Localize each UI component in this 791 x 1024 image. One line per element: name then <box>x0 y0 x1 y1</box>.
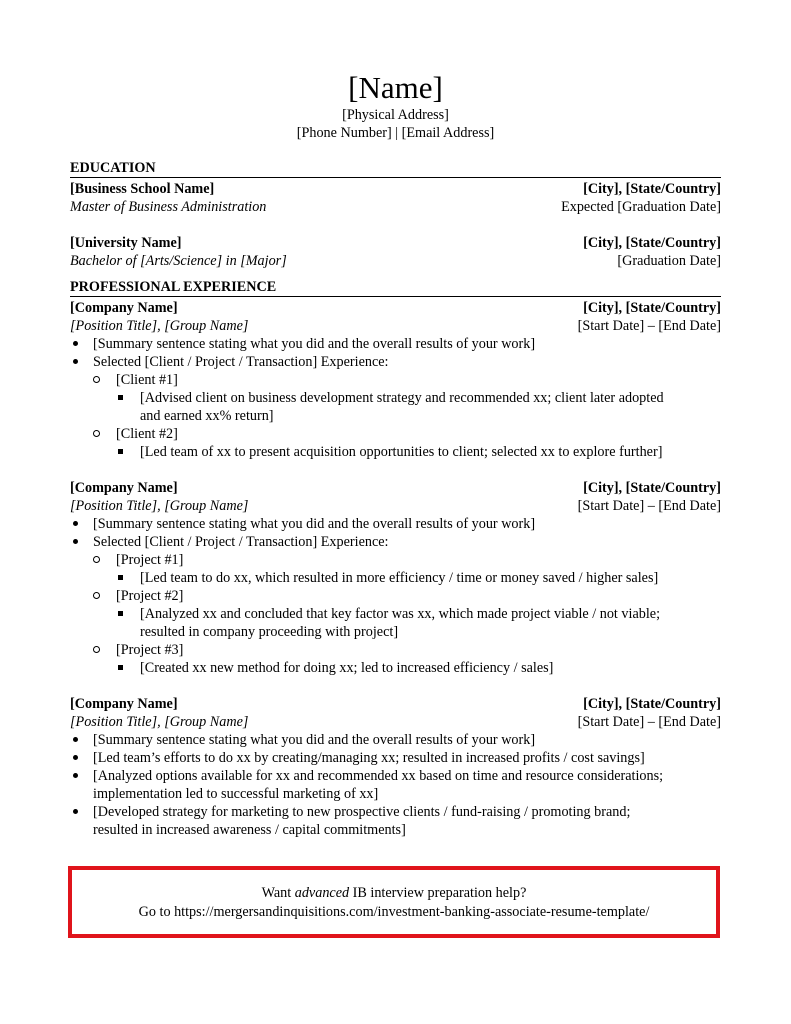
school-location: [City], [State/Country] <box>583 235 721 251</box>
bullet-item: [Summary sentence stating what you did and the overall results of your work] <box>70 731 721 749</box>
bullet-item: Selected [Client / Project / Transaction] Experience: <box>70 533 721 551</box>
bullet-item: [Developed strategy for marketing to new prospective clients / fund-raising / promoting brand; resulted in increased awareness / capital commitments] <box>70 803 721 839</box>
detail-bullet-item: [Led team of xx to present acquisition opportunities to client; selected xx to explore further] <box>70 443 721 461</box>
company-name: [Company Name] <box>70 300 178 316</box>
bullet-item: Selected [Client / Project / Transaction] Experience: <box>70 353 721 371</box>
graduation-date: [Graduation Date] <box>617 253 721 269</box>
school-location: [City], [State/Country] <box>583 181 721 197</box>
sub-bullet-item: [Project #3] <box>70 641 721 659</box>
job-dates: [Start Date] – [End Date] <box>577 318 721 334</box>
school-name: [Business School Name] <box>70 181 215 197</box>
promo-link[interactable]: Go to https://mergersandinquisitions.com/investment-banking-associate-resume-template/ <box>138 904 650 920</box>
experience-heading: PROFESSIONAL EXPERIENCE <box>70 279 721 297</box>
resume-header <box>0 70 791 142</box>
bullet-item: [Summary sentence stating what you did and the overall results of your work] <box>70 515 721 533</box>
degree: Master of Business Administration <box>70 199 267 215</box>
job-entry <box>70 479 721 677</box>
physical-address: [Physical Address] <box>342 107 449 123</box>
detail-bullet-item: [Analyzed xx and concluded that key factor was xx, which made project viable / not viable; resulted in company proceeding with project] <box>70 605 721 641</box>
candidate-name: [Name] <box>348 70 443 105</box>
school-name: [University Name] <box>70 235 182 251</box>
detail-bullet-item: [Created xx new method for doing xx; led to increased efficiency / sales] <box>70 659 721 677</box>
job-entry <box>70 299 721 461</box>
contact-line: [Phone Number] | [Email Address] <box>296 125 495 141</box>
company-location: [City], [State/Country] <box>583 480 721 496</box>
position-title: [Position Title], [Group Name] <box>70 318 249 334</box>
resume-body <box>70 160 721 839</box>
sub-bullet-item: [Client #2] <box>70 425 721 443</box>
sub-bullet-item: [Project #2] <box>70 587 721 605</box>
sub-bullet-item: [Project #1] <box>70 551 721 569</box>
bullet-item: [Summary sentence stating what you did and the overall results of your work] <box>70 335 721 353</box>
job-entry <box>70 695 721 839</box>
bullet-item: [Led team’s efforts to do xx by creating/managing xx; resulted in increased profits / cost savings] <box>70 749 721 767</box>
sub-bullet-item: [Client #1] <box>70 371 721 389</box>
company-name: [Company Name] <box>70 480 178 496</box>
bullet-item: [Analyzed options available for xx and recommended xx based on time and resource considerations; implementation led to successful marketing of xx] <box>70 767 721 803</box>
company-location: [City], [State/Country] <box>583 696 721 712</box>
education-heading: EDUCATION <box>70 160 721 178</box>
company-name: [Company Name] <box>70 696 178 712</box>
degree: Bachelor of [Arts/Science] in [Major] <box>70 253 287 269</box>
detail-bullet-item: [Led team to do xx, which resulted in more efficiency / time or money saved / higher sales] <box>70 569 721 587</box>
education-entry <box>70 180 721 216</box>
position-title: [Position Title], [Group Name] <box>70 498 249 514</box>
position-title: [Position Title], [Group Name] <box>70 714 249 730</box>
job-dates: [Start Date] – [End Date] <box>577 714 721 730</box>
promo-headline: Want advanced IB interview preparation help? <box>261 885 527 901</box>
company-location: [City], [State/Country] <box>583 300 721 316</box>
promo-box <box>68 866 720 938</box>
education-entry <box>70 234 721 270</box>
job-dates: [Start Date] – [End Date] <box>577 498 721 514</box>
detail-bullet-item: [Advised client on business development strategy and recommended xx; client later adopted and earned xx% return] <box>70 389 721 425</box>
graduation-date: Expected [Graduation Date] <box>561 199 721 215</box>
